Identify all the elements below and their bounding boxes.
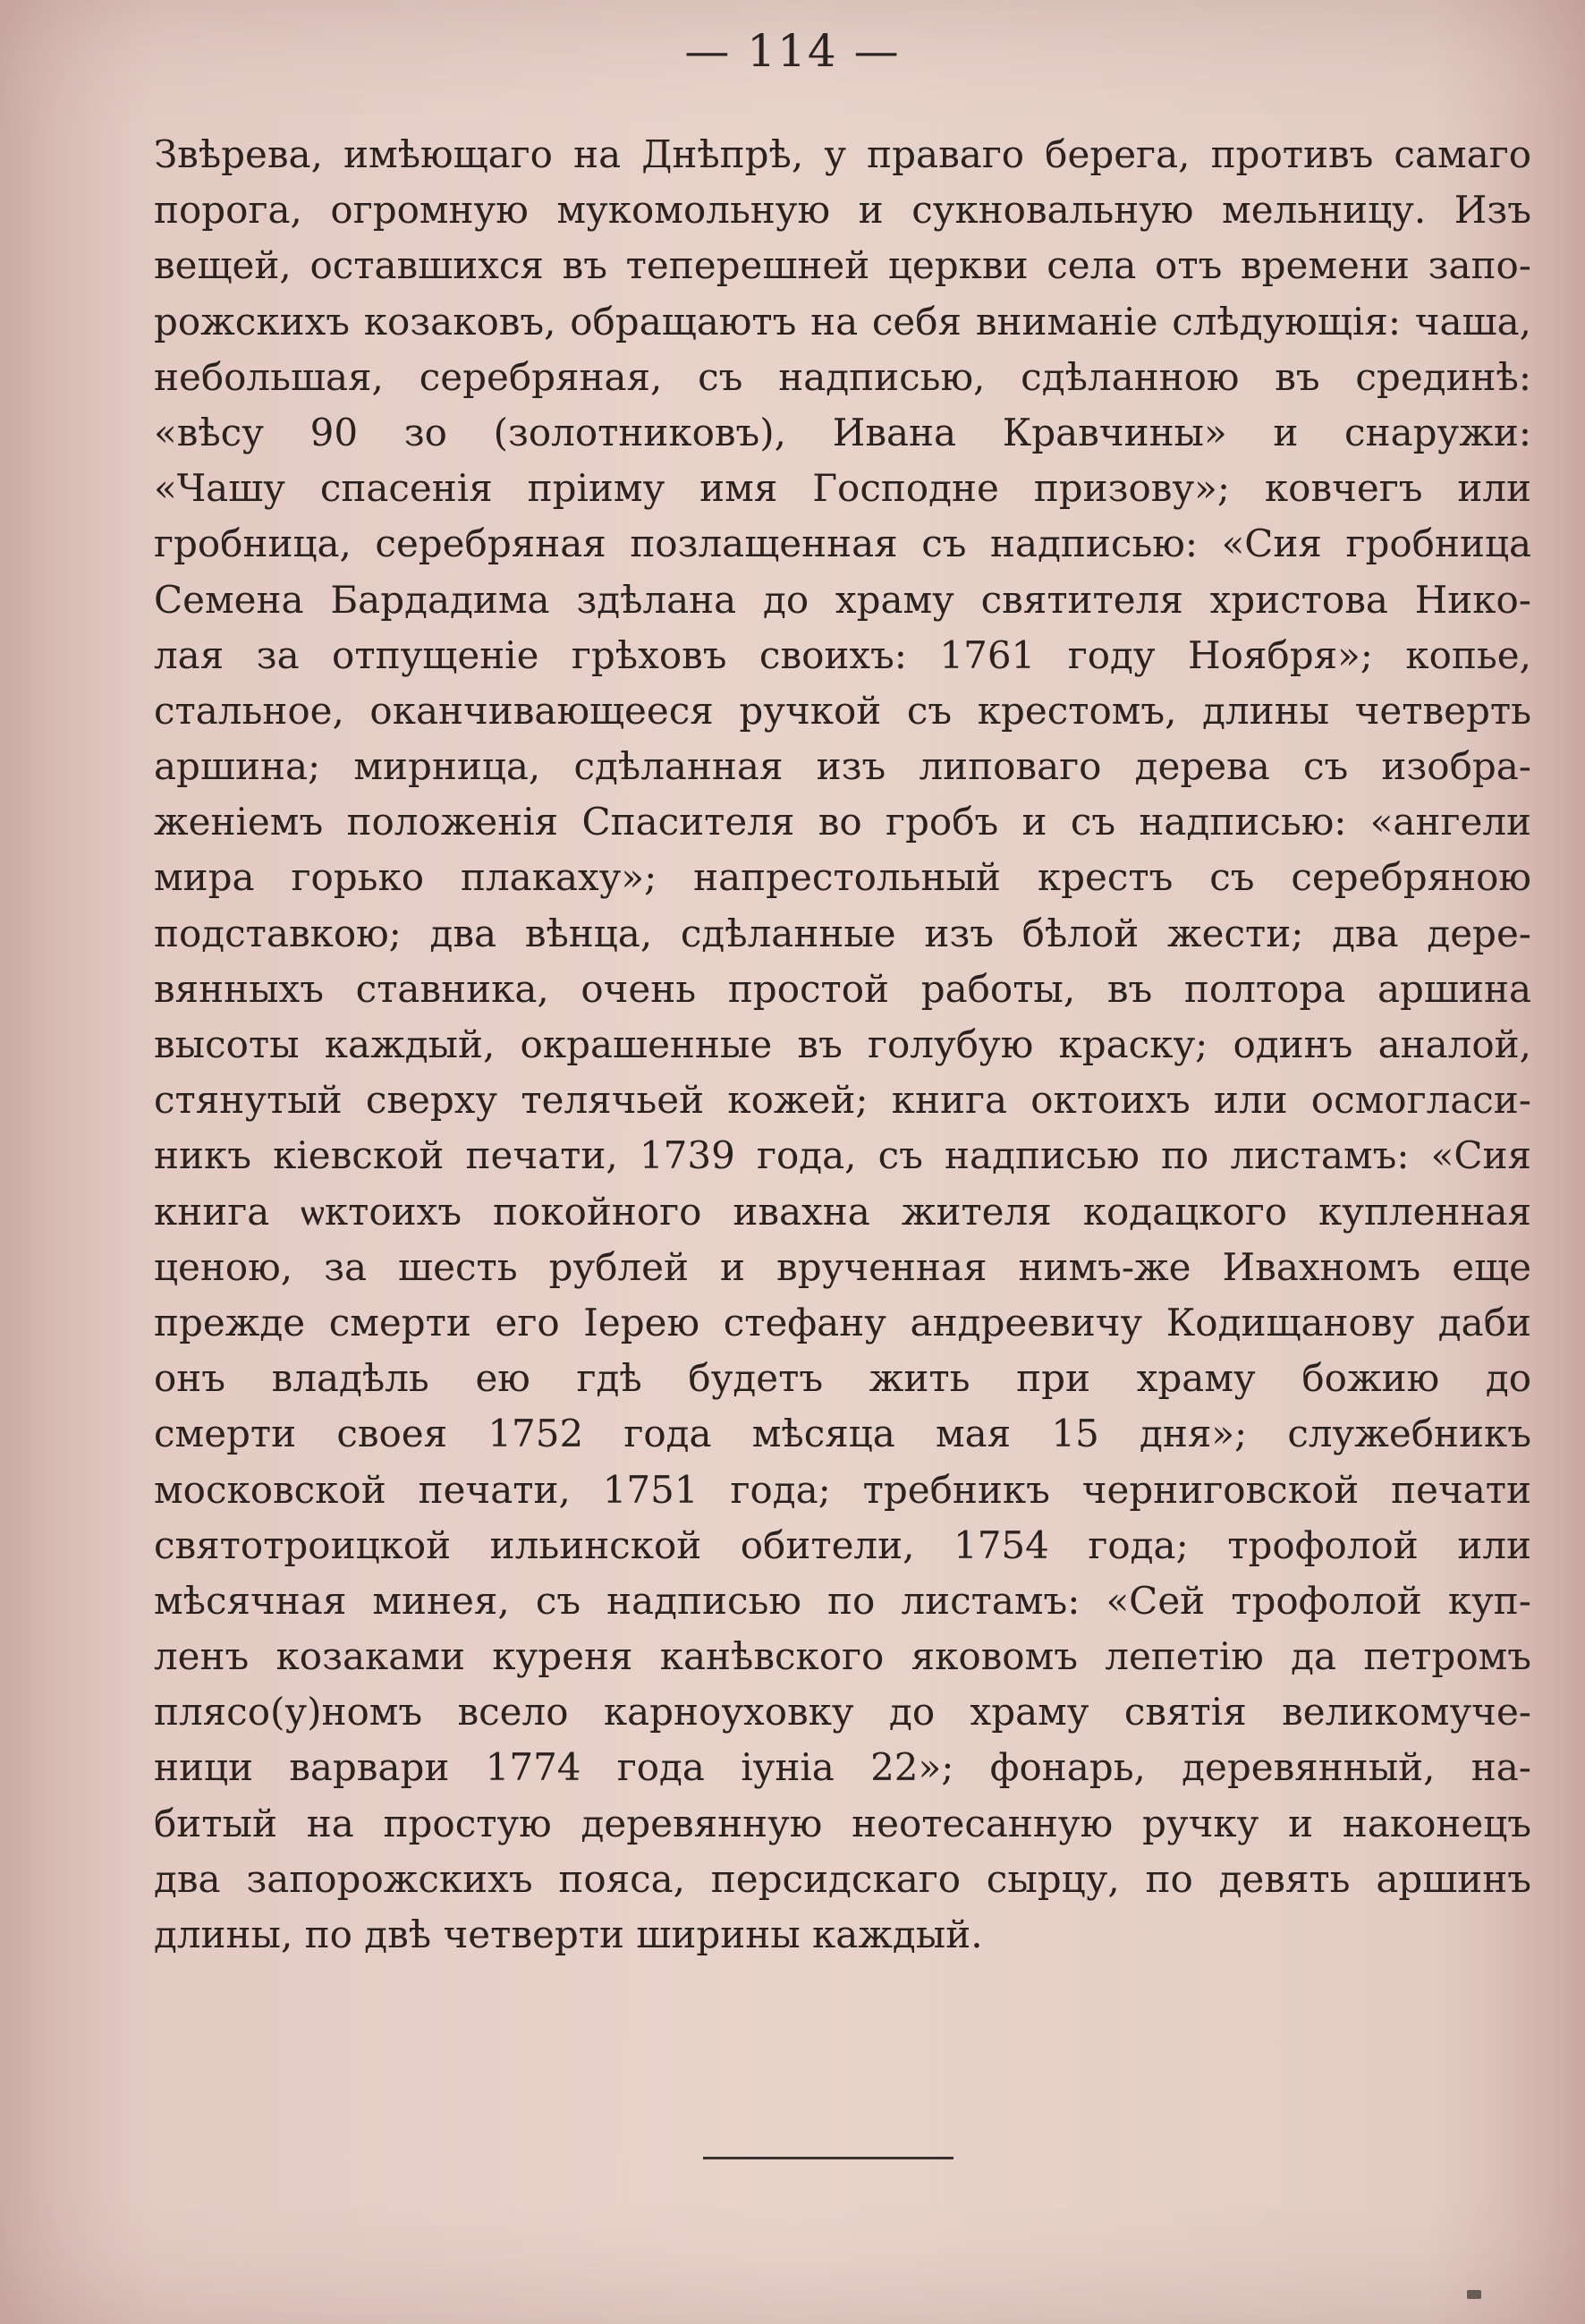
text-line: «вѣсу 90 зо (золотниковъ), Ивана Кравчины» и снаружи: [154, 410, 1531, 454]
ink-mark [1467, 2290, 1481, 2299]
text-line: стальное, оканчивающееся ручкой съ крестомъ, длины четверть [154, 688, 1531, 733]
text-line: лая за отпущеніе грѣховъ своихъ: 1761 году Ноября»; копье, [154, 632, 1531, 677]
text-line: смерти своея 1752 года мѣсяца мая 15 дня»; служебникъ [154, 1412, 1531, 1456]
text-line: два запорожскихъ пояса, персидскаго сырцу, по девять аршинъ [154, 1856, 1531, 1901]
text-line: онъ владѣль ею гдѣ будетъ жить при храму божию до [154, 1356, 1531, 1401]
text-line: никъ кіевской печати, 1739 года, съ надписью по листамъ: «Сия [154, 1133, 1531, 1178]
text-line: ценою, за шесть рублей и врученная нимъ-же Ивахномъ еще [154, 1244, 1531, 1289]
page-number: — 114 — [684, 25, 901, 77]
body-text [154, 127, 1531, 1963]
text-line: святотроицкой ильинской обители, 1754 года; трофолой или [154, 1522, 1531, 1567]
text-line: гробница, серебряная позлащенная съ надписью: «Сия гробница [154, 522, 1531, 566]
text-line: плясо(у)номъ всело карноуховку до храму святія великомуче- [154, 1690, 1531, 1735]
text-line: прежде смерти его Іерею стефану андреевичу Кодищанову даби [154, 1300, 1531, 1344]
text-line: высоты каждый, окрашенные въ голубую краску; одинъ аналой, [154, 1022, 1531, 1066]
text-line: ници варвари 1774 года іуніа 22»; фонарь, деревянный, на- [154, 1745, 1531, 1790]
text-line: мира горько плакаху»; напрестольный крестъ съ серебряною [154, 855, 1531, 900]
text-line: мѣсячная минея, съ надписью по листамъ: «Сей трофолой куп- [154, 1578, 1531, 1623]
text-line: книга ѡктоихъ покойного ивахна жителя кодацкого купленная [154, 1189, 1531, 1234]
text-line: аршина; мирница, сдѣланная изъ липоваго дерева съ изобра- [154, 744, 1531, 789]
text-line: битый на простую деревянную неотесанную ручку и наконецъ [154, 1801, 1531, 1845]
text-line: вянныхъ ставника, очень простой работы, въ полтора аршина [154, 966, 1531, 1011]
text-line: длины, по двѣ четверти ширины каждый. [154, 1913, 983, 1956]
text-line: Семена Бардадима здѣлана до храму святителя христова Нико- [154, 577, 1531, 622]
section-divider [703, 2157, 954, 2159]
text-line: ленъ козаками куреня канѣвского яковомъ лепетію да петромъ [154, 1634, 1531, 1679]
text-line: порога, огромную мукомольную и сукновальную мельницу. Изъ [154, 188, 1531, 233]
text-line: подставкою; два вѣнца, сдѣланные изъ бѣлой жести; два дере- [154, 911, 1531, 955]
text-line: «Чашу спасенія пріиму имя Господне призову»; ковчегъ или [154, 466, 1531, 511]
text-line: Звѣрева, имѣющаго на Днѣпрѣ, у праваго берега, противъ самаго [154, 132, 1531, 176]
text-line: женіемъ положенія Спасителя во гробъ и съ надписью: «ангели [154, 800, 1531, 844]
text-line: рожскихъ козаковъ, обращаютъ на себя вниманіе слѣдующія: чаша, [154, 299, 1531, 344]
text-line: вещей, оставшихся въ теперешней церкви села отъ времени запо- [154, 243, 1531, 288]
text-line: стянутый сверху телячьей кожей; книга октоихъ или осмогласи- [154, 1078, 1531, 1123]
text-line: небольшая, серебряная, съ надписью, сдѣланною въ срединѣ: [154, 354, 1531, 399]
text-line: московской печати, 1751 года; требникъ черниговской печати [154, 1467, 1531, 1512]
